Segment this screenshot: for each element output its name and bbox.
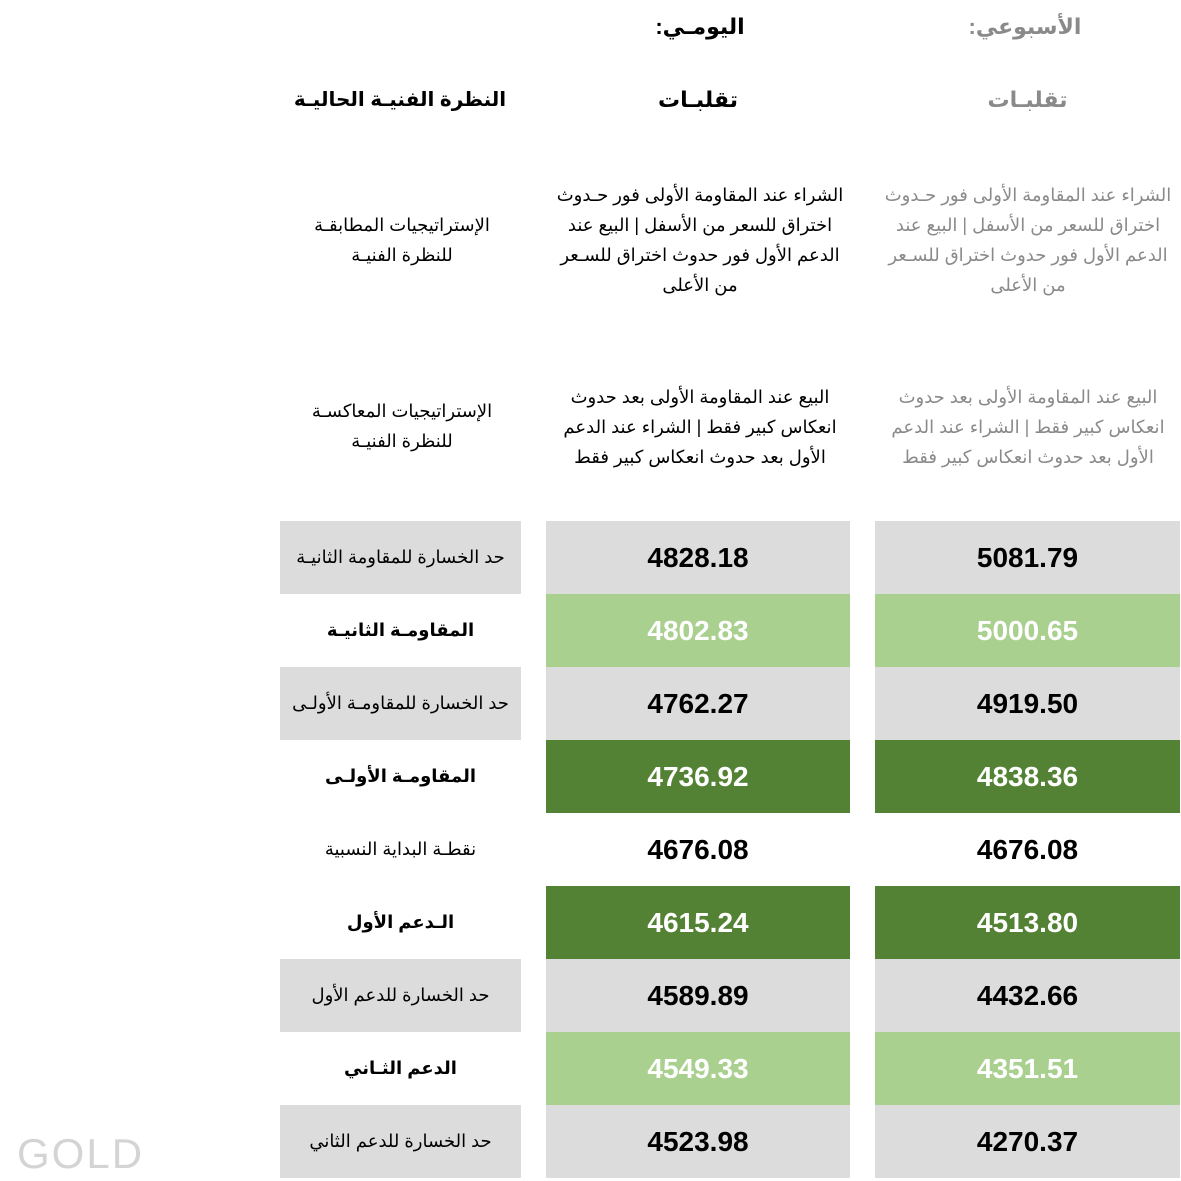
daily-opposite-strategy: البيع عند المقاومة الأولى بعد حدوث انعكاس كبير فقط | الشراء عند الدعم الأول بعد حدوث انعكاس كبير فقط [563, 387, 837, 467]
weekly-value: 4351.51 [875, 1032, 1180, 1105]
outlook-title: النظرة الفنيـة الحاليـة [293, 89, 507, 111]
daily-value: 4676.08 [546, 813, 850, 886]
weekly-matching-strategy: الشراء عند المقاومة الأولى فور حـدوث اختراق للسعر من الأسفل | البيع عند الدعم الأول فور حدوث اختراق للسـعر من الأعلى [884, 185, 1172, 295]
row-label: حد الخسارة للمقاومـة الأولـى [280, 667, 521, 740]
daily-matching-strategy: الشراء عند المقاومة الأولى فور حـدوث اختراق للسعر من الأسفل | البيع عند الدعم الأول فور حدوث اختراق للسـعر من الأعلى [556, 185, 844, 295]
daily-value: 4523.98 [546, 1105, 850, 1178]
weekly-value: 4838.36 [875, 740, 1180, 813]
daily-value: 4762.27 [546, 667, 850, 740]
weekly-value: 4432.66 [875, 959, 1180, 1032]
weekly-outlook: تقلبـات [987, 87, 1068, 112]
row-label: الـدعم الأول [280, 886, 521, 959]
daily-header: اليومـي: [655, 14, 745, 39]
weekly-value: 5000.65 [875, 594, 1180, 667]
daily-value: 4828.18 [546, 521, 850, 594]
daily-value: 4549.33 [546, 1032, 850, 1105]
row-label: حد الخسارة للدعم الثاني [280, 1105, 521, 1178]
daily-value: 4615.24 [546, 886, 850, 959]
opposite-strategies-label: الإستراتيجيات المعاكسـة للنظرة الفنيـة [311, 401, 493, 451]
gold-watermark: GOLD [17, 1130, 145, 1177]
weekly-header: الأسبوعي: [968, 14, 1082, 39]
row-label: حد الخسارة للدعم الأول [280, 959, 521, 1032]
row-label: حد الخسارة للمقاومة الثانيـة [280, 521, 521, 594]
weekly-opposite-strategy: البيع عند المقاومة الأولى بعد حدوث انعكاس كبير فقط | الشراء عند الدعم الأول بعد حدوث انعكاس كبير فقط [891, 387, 1165, 467]
row-label: نقطـة البداية النسبية [280, 813, 521, 886]
daily-value: 4589.89 [546, 959, 850, 1032]
row-label: المقاومـة الأولـى [280, 740, 521, 813]
row-label: الدعم الثـاني [280, 1032, 521, 1105]
daily-outlook: تقلبـات [658, 87, 738, 112]
weekly-value: 4676.08 [875, 813, 1180, 886]
weekly-value: 4919.50 [875, 667, 1180, 740]
matching-strategies-label: الإستراتيجيات المطابقـة للنظرة الفنيـة [314, 215, 490, 265]
weekly-value: 5081.79 [875, 521, 1180, 594]
row-label: المقاومـة الثانيـة [280, 594, 521, 667]
weekly-value: 4513.80 [875, 886, 1180, 959]
weekly-value: 4270.37 [875, 1105, 1180, 1178]
daily-value: 4802.83 [546, 594, 850, 667]
daily-value: 4736.92 [546, 740, 850, 813]
